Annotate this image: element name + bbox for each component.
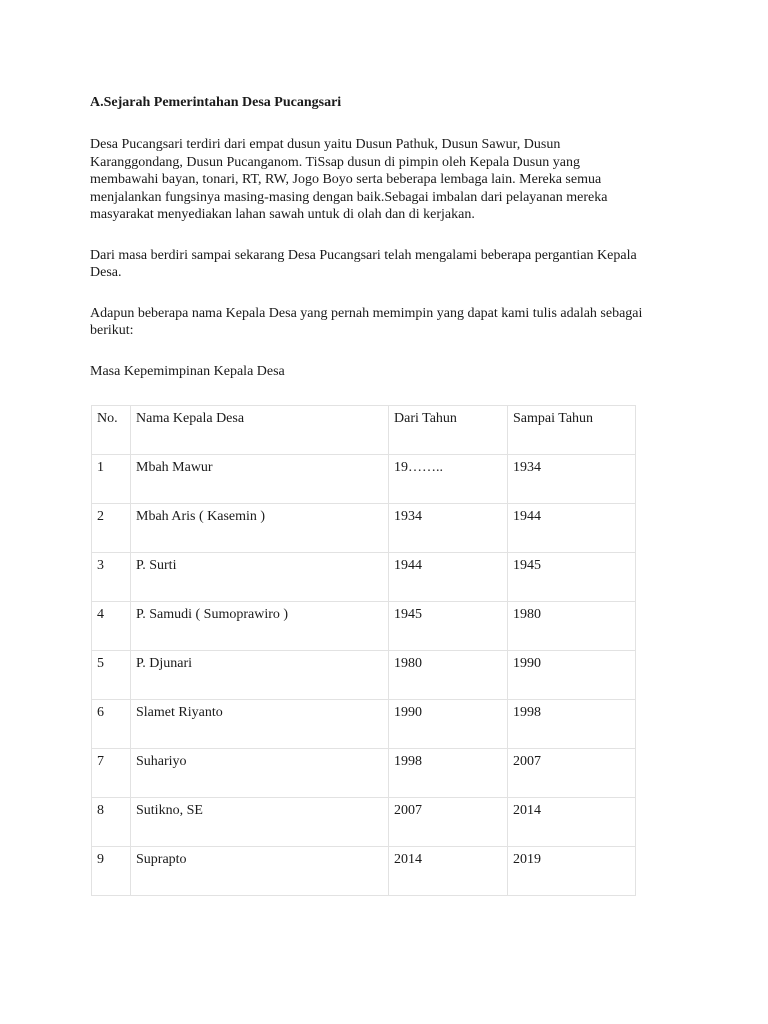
- cell-name: P. Samudi ( Sumoprawiro ): [131, 602, 389, 651]
- cell-no: 6: [92, 700, 131, 749]
- table-row: [92, 455, 636, 504]
- table-row: [92, 651, 636, 700]
- cell-to: 2014: [508, 798, 636, 847]
- cell-from: 2007: [389, 798, 508, 847]
- cell-to: 1990: [508, 651, 636, 700]
- header-cell-name: Nama Kepala Desa: [131, 406, 389, 455]
- cell-name: Sutikno, SE: [131, 798, 389, 847]
- table-caption: Masa Kepemimpinan Kepala Desa: [90, 363, 285, 379]
- section-heading: A.Sejarah Pemerintahan Desa Pucangsari: [90, 95, 342, 110]
- cell-from: 1990: [389, 700, 508, 749]
- cell-no: 1: [92, 455, 131, 504]
- table-row: [92, 602, 636, 651]
- cell-to: 1998: [508, 700, 636, 749]
- cell-from: 1945: [389, 602, 508, 651]
- cell-name: P. Surti: [131, 553, 389, 602]
- cell-to: 1945: [508, 553, 636, 602]
- header-cell-to: Sampai Tahun: [508, 406, 636, 455]
- cell-name: Suhariyo: [131, 749, 389, 798]
- cell-from: 19……..: [389, 455, 508, 504]
- cell-no: 3: [92, 553, 131, 602]
- cell-to: 1980: [508, 602, 636, 651]
- document-body: [90, 94, 650, 380]
- cell-name: P. Djunari: [131, 651, 389, 700]
- kepala-desa-table: [91, 405, 636, 896]
- table-row: [92, 553, 636, 602]
- cell-name: Mbah Aris ( Kasemin ): [131, 504, 389, 553]
- cell-no: 7: [92, 749, 131, 798]
- table-row: [92, 798, 636, 847]
- table-row: [92, 749, 636, 798]
- cell-from: 1934: [389, 504, 508, 553]
- table-header-row: [92, 406, 636, 455]
- cell-to: 2007: [508, 749, 636, 798]
- cell-no: 8: [92, 798, 131, 847]
- cell-from: 2014: [389, 847, 508, 896]
- table-row: [92, 700, 636, 749]
- cell-from: 1998: [389, 749, 508, 798]
- cell-name: Slamet Riyanto: [131, 700, 389, 749]
- cell-no: 9: [92, 847, 131, 896]
- cell-to: 1944: [508, 504, 636, 553]
- paragraph-pergantian: Dari masa berdiri sampai sekarang Desa Pucangsari telah mengalami beberapa pergantian Kepala Desa.: [90, 247, 637, 280]
- cell-name: Suprapto: [131, 847, 389, 896]
- paragraph-daftar-nama: Adapun beberapa nama Kepala Desa yang pernah memimpin yang dapat kami tulis adalah sebagai berikut:: [90, 305, 643, 338]
- table-row: [92, 847, 636, 896]
- paragraph-dusun: Desa Pucangsari terdiri dari empat dusun yaitu Dusun Pathuk, Dusun Sawur, Dusun Karanggondang, Dusun Pucanganom. TiSsap dusun di pimpin oleh Kepala Dusun yang membawahi bayan, tonari, RT, RW, Jogo Boyo serta beberapa lembaga lain. Mereka semua menjalankan fungsinya masing-masing dengan baik.Sebagai imbalan dari pelayanan mereka masyarakat menyediakan lahan sawah untuk di olah dan di kerjakan.: [90, 137, 608, 222]
- header-cell-no: No.: [92, 406, 131, 455]
- cell-name: Mbah Mawur: [131, 455, 389, 504]
- cell-to: 2019: [508, 847, 636, 896]
- cell-from: 1980: [389, 651, 508, 700]
- table-row: [92, 504, 636, 553]
- header-cell-from: Dari Tahun: [389, 406, 508, 455]
- cell-from: 1944: [389, 553, 508, 602]
- cell-to: 1934: [508, 455, 636, 504]
- cell-no: 4: [92, 602, 131, 651]
- cell-no: 2: [92, 504, 131, 553]
- cell-no: 5: [92, 651, 131, 700]
